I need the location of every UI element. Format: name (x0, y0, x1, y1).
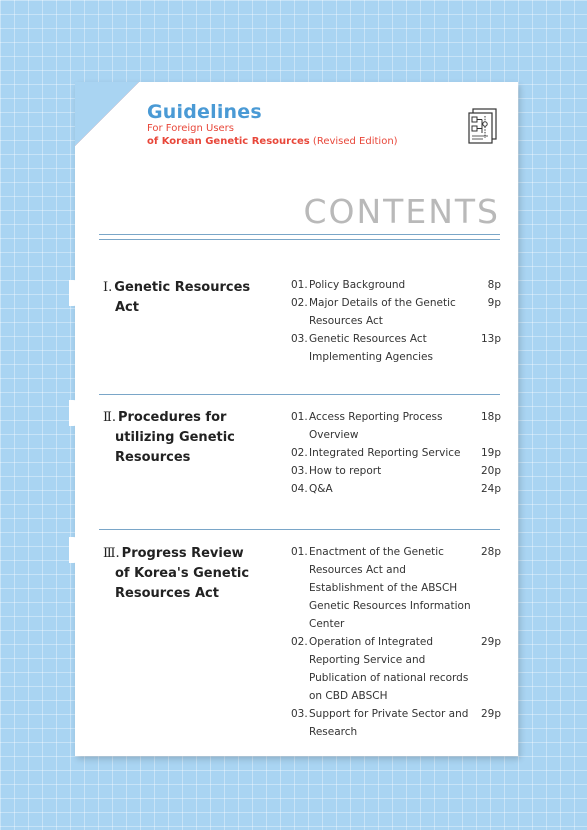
toc-item-number: 04. (291, 483, 308, 495)
section-tab (69, 400, 81, 426)
section-tab (69, 537, 81, 563)
section-heading-2 (103, 408, 253, 468)
section-heading-line: Genetic Resources (114, 280, 251, 295)
section-tab (69, 280, 81, 306)
section-number: Ⅱ. (103, 410, 116, 425)
section-heading-line: of Korea's Genetic (115, 566, 250, 581)
section-heading-line: Resources (115, 450, 191, 465)
toc-item-page: 19p (480, 447, 501, 459)
toc-item-text: Integrated Reporting Service (309, 447, 461, 459)
section-heading-line: Progress Review (121, 546, 244, 561)
toc-item-text: Enactment of the Genetic Resources Act and Establishment of the ABSCH Genetic Resources Information Center (309, 546, 471, 630)
toc-item-number: 03. (291, 708, 308, 720)
brand-subtitle-edition: (Revised Edition) (309, 136, 398, 147)
toc-item-page: 18p (480, 411, 501, 423)
toc-item[interactable] (291, 480, 501, 498)
section-heading-line: Procedures for (117, 410, 227, 425)
toc-item-text: Q&A (309, 483, 333, 495)
toc-item-page: 20p (480, 465, 501, 477)
toc-item-text: Policy Background (309, 279, 406, 291)
toc-item-number: 01. (291, 546, 308, 558)
toc-item[interactable] (291, 444, 501, 462)
toc-item-page: 24p (480, 483, 501, 495)
toc-item-page: 9p (487, 297, 501, 309)
section-heading-3 (103, 544, 253, 604)
toc-item[interactable] (291, 705, 501, 741)
section-2-toc (291, 408, 501, 498)
brand-title: Guidelines (147, 101, 262, 123)
toc-item-number: 01. (291, 411, 308, 423)
page-title: CONTENTS (303, 192, 500, 231)
toc-item-text: Operation of Integrated Reporting Service and Publication of national records on CBD ABSCH (309, 636, 469, 702)
toc-item-text: Major Details of the Genetic Resources Act (309, 297, 456, 327)
toc-item-number: 02. (291, 447, 308, 459)
toc-item[interactable] (291, 543, 501, 633)
brand-subtitle-line1: For Foreign Users (147, 123, 235, 134)
toc-item-page: 29p (480, 708, 501, 720)
toc-item[interactable] (291, 408, 501, 444)
section-heading-line: utilizing Genetic (115, 430, 235, 445)
toc-item-page: 29p (480, 636, 501, 648)
document-diagram-icon (468, 108, 498, 144)
brand-subtitle-line2 (147, 136, 398, 147)
toc-item-text: How to report (309, 465, 382, 477)
toc-item[interactable] (291, 294, 501, 330)
corner-cut (75, 82, 139, 146)
toc-item-text: Support for Private Sector and Research (309, 708, 469, 738)
toc-item-number: 02. (291, 636, 308, 648)
toc-item-page: 8p (487, 279, 501, 291)
toc-item-page: 13p (480, 333, 501, 345)
toc-item[interactable] (291, 276, 501, 294)
contents-page (75, 82, 518, 756)
section-divider (99, 394, 500, 395)
toc-item[interactable] (291, 633, 501, 705)
toc-item-page: 28p (480, 546, 501, 558)
toc-item[interactable] (291, 462, 501, 480)
toc-item[interactable] (291, 330, 501, 366)
section-number: Ⅰ. (103, 280, 113, 295)
toc-item-number: 03. (291, 465, 308, 477)
toc-item-number: 01. (291, 279, 308, 291)
toc-item-number: 03. (291, 333, 308, 345)
toc-item-number: 02. (291, 297, 308, 309)
section-1-toc (291, 276, 501, 366)
toc-item-text: Access Reporting Process Overview (309, 411, 443, 441)
section-heading-line: Resources Act (115, 586, 219, 601)
section-divider (99, 529, 500, 530)
section-3-toc (291, 543, 501, 741)
brand-subtitle-bold: of Korean Genetic Resources (147, 136, 310, 147)
title-divider (99, 234, 500, 240)
section-number: Ⅲ. (103, 546, 120, 561)
section-heading-1 (103, 278, 253, 318)
section-heading-line: Act (115, 300, 139, 315)
toc-item-text: Genetic Resources Act Implementing Agencies (309, 333, 433, 363)
